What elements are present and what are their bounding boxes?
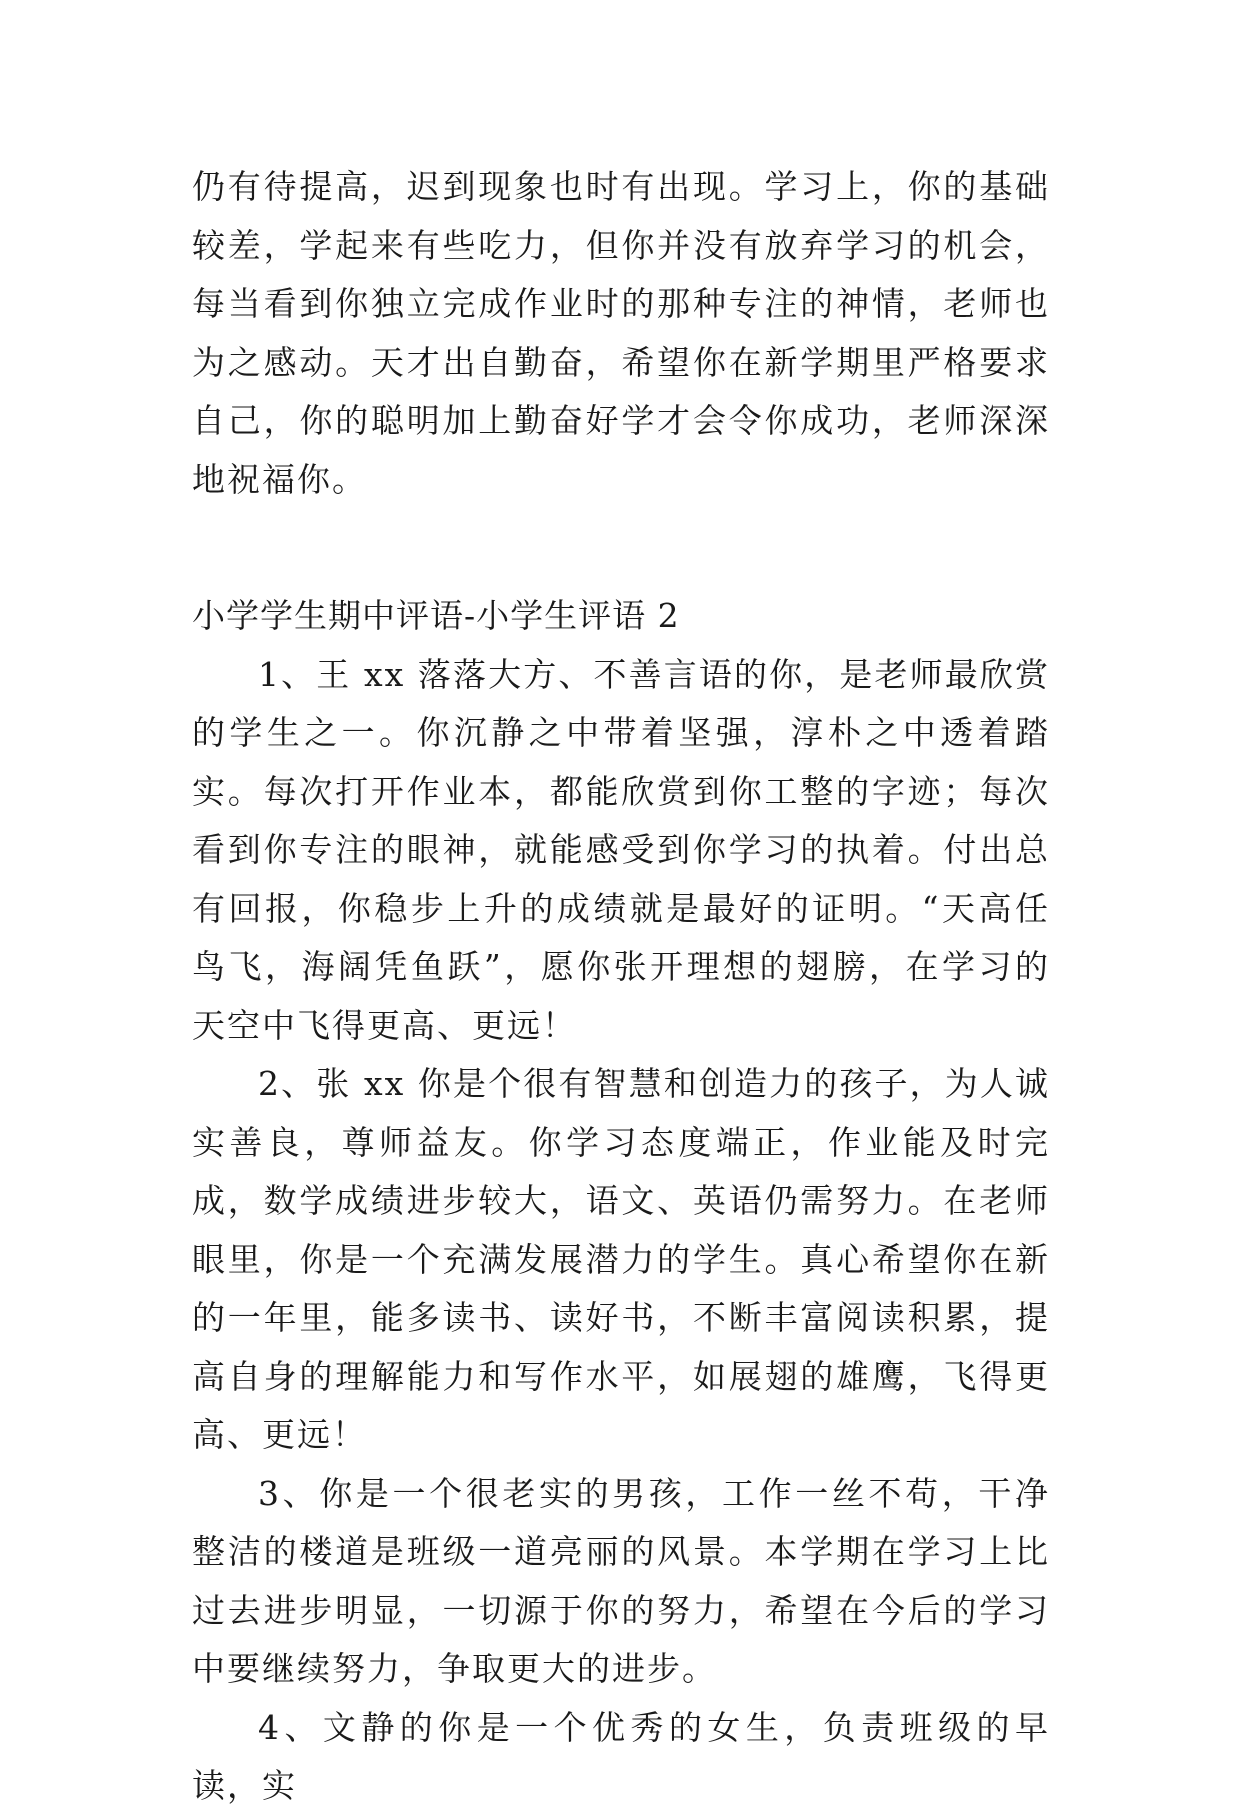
intro-paragraph: 仍有待提高，迟到现象也时有出现。学习上，你的基础较差，学起来有些吃力，但你并没有放弃学习的机会，每当看到你独立完成作业时的那种专注的神情，老师也为之感动。天才出自勤奋，希望你在新学期里严格要求自己，你的聪明加上勤奋好学才会令你成功，老师深深地祝福你。 <box>192 167 1050 499</box>
comment-item-3: 3、你是一个很老实的男孩，工作一丝不苟，干净整洁的楼道是班级一道亮丽的风景。本学期在学习上比过去进步明显，一切源于你的努力，希望在今后的学习中要继续努力，争取更大的进步。 <box>192 1473 1050 1688</box>
comment-item-2: 2、张 xx 你是个很有智慧和创造力的孩子，为人诚实善良，尊师益友。你学习态度端正，作业能及时完成，数学成绩进步较大，语文、英语仍需努力。在老师眼里，你是一个充满发展潜力的学生。真心希望你在新的一年里，能多读书、读好书，不断丰富阅读积累，提高自身的理解能力和写作水平，如展翅的雄鹰，飞得更高、更远！ <box>192 1064 1050 1454</box>
document-page <box>192 158 1050 1816</box>
section-title: 小学学生期中评语-小学生评语 2 <box>192 596 680 635</box>
comment-item-4: 4、文静的你是一个优秀的女生，负责班级的早读，实 <box>192 1707 1050 1805</box>
comment-item-1: 1、王 xx 落落大方、不善言语的你，是老师最欣赏的学生之一。你沉静之中带着坚强，淳朴之中透着踏实。每次打开作业本，都能欣赏到你工整的字迹；每次看到你专注的眼神，就能感受到你学习的执着。付出总有回报，你稳步上升的成绩就是最好的证明。“天高任鸟飞，海阔凭鱼跃”，愿你张开理想的翅膀，在学习的天空中飞得更高、更远！ <box>192 654 1050 1045</box>
